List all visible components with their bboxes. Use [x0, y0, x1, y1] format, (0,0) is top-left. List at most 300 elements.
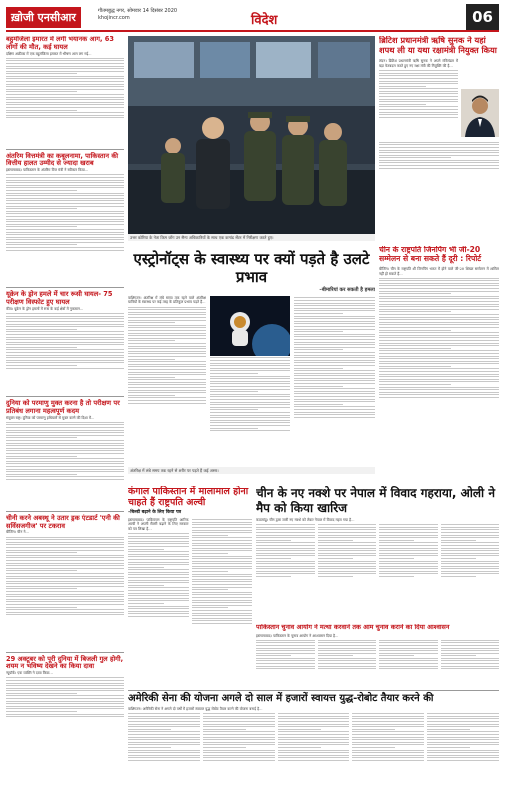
text-line	[379, 81, 458, 82]
text-line	[379, 86, 426, 87]
text-line	[128, 585, 164, 586]
text-line	[427, 747, 470, 748]
text-line	[379, 306, 499, 307]
text-line	[6, 586, 124, 587]
text-line	[192, 522, 253, 523]
text-line	[294, 378, 375, 379]
astronaut-story	[128, 250, 375, 482]
text-line	[128, 546, 189, 547]
text-line	[6, 443, 124, 444]
text-line	[6, 115, 124, 116]
text-line	[379, 78, 458, 79]
text-line	[6, 479, 124, 480]
text-line	[379, 283, 499, 284]
text-line	[379, 571, 438, 572]
text-line	[379, 162, 499, 163]
text-line	[256, 640, 315, 641]
text-line	[379, 376, 499, 377]
text-line	[278, 752, 350, 753]
text-line	[128, 721, 200, 722]
text-line	[379, 529, 438, 530]
text-line	[379, 73, 458, 74]
china-nepal-map-story	[256, 486, 499, 622]
text-line	[294, 305, 375, 306]
text-line	[379, 561, 438, 562]
text-line	[192, 524, 253, 525]
text-line	[128, 734, 200, 735]
text-line	[192, 568, 253, 569]
text-line	[318, 555, 377, 556]
story-body: वाशिंगटन। अमेरिकी सेना ने अगले दो वर्षों में हजारों स्वायत्त युद्ध रोबोट तैयार करने की योजना बनाई है...	[128, 707, 263, 711]
text-line	[6, 91, 77, 92]
text-line	[278, 760, 350, 761]
text-line	[379, 114, 458, 115]
text-line	[352, 729, 395, 730]
text-line	[278, 731, 350, 732]
text-line	[6, 97, 124, 98]
text-line	[6, 342, 124, 343]
text-line	[203, 734, 275, 735]
text-line	[6, 313, 124, 314]
text-line	[379, 93, 458, 94]
story-body: दक्षिण अफ्रीका में एक बहुमंजिला इमारत में भीषण आग लग गई...	[6, 51, 92, 56]
text-line	[128, 593, 189, 594]
text-line	[6, 73, 77, 74]
text-block	[192, 519, 253, 669]
text-line	[6, 99, 124, 100]
text-line	[379, 322, 499, 323]
text-line	[352, 757, 424, 758]
text-line	[6, 81, 124, 82]
text-line	[278, 750, 350, 751]
story-headline: बहुमंजिला इमारत में लगी भयानक आग, 63 लोगों की मौत, कई घायल	[6, 36, 114, 51]
text-block	[256, 523, 315, 601]
text-line	[192, 563, 253, 564]
text-line	[6, 555, 124, 556]
text-block	[441, 638, 500, 682]
text-line	[203, 750, 275, 751]
text-line	[379, 340, 499, 341]
text-line	[294, 329, 375, 330]
text-line	[352, 750, 424, 751]
text-line	[278, 713, 350, 714]
sunak-portrait	[461, 89, 499, 137]
story-body: इस्लामाबाद। पाकिस्तान के अंतरिम वित्त मंत्री ने स्वीकार किया...	[6, 168, 89, 173]
text-line	[6, 607, 77, 608]
text-line	[210, 417, 290, 418]
text-line	[6, 708, 124, 709]
text-line	[441, 529, 500, 530]
masthead	[6, 4, 499, 32]
story-headline: एस्ट्रोनॉट्स के स्वास्थ्य पर क्यों पड़ते है उलटे प्रभाव	[133, 250, 370, 286]
story-body: न्यूयॉर्क। एक व्यक्ति ने दावा किया...	[6, 671, 53, 676]
text-line	[318, 548, 377, 549]
text-line	[210, 383, 290, 384]
text-line	[256, 650, 315, 651]
text-line	[128, 590, 189, 591]
text-line	[210, 420, 290, 421]
text-line	[128, 731, 200, 732]
text-line	[379, 550, 438, 551]
text-line	[441, 568, 500, 569]
text-line	[441, 658, 500, 659]
text-line	[379, 291, 499, 292]
text-line	[352, 744, 424, 745]
story-body: लंदन। ब्रिटिश प्रधानमंत्री ऋषि सुनक ने अपने मंत्रिमंडल में बड़ा फेरबदल करते हुए नए रक्षा मंत्री की नियुक्ति की है...	[379, 59, 458, 68]
text-line	[6, 601, 124, 602]
text-block	[318, 523, 377, 601]
text-line	[192, 618, 253, 619]
text-line	[128, 320, 206, 321]
text-line	[6, 474, 77, 475]
text-line	[318, 529, 377, 530]
text-line	[203, 747, 246, 748]
text-line	[6, 614, 124, 615]
text-line	[294, 349, 343, 350]
story-headline: चीन के नए नक्शे पर नेपाल में विवाद गहराया, ओली ने मैप को किया खारिज	[256, 486, 495, 515]
text-line	[379, 537, 438, 538]
story-body: बीजिंग। चीन के राष्ट्रपति शी जिनपिंग भारत में होने वाले जी-20 शिखर सम्मेलन में शामिल नहीं हो सकते हैं...	[379, 266, 499, 276]
text-line	[128, 718, 200, 719]
sunak-story	[379, 36, 499, 242]
text-block	[441, 523, 500, 601]
text-line	[318, 566, 377, 567]
text-line	[294, 334, 375, 335]
text-line	[192, 607, 228, 608]
text-line	[192, 574, 253, 575]
text-line	[6, 591, 124, 592]
text-block	[256, 638, 315, 682]
text-line	[6, 698, 124, 699]
text-line	[441, 660, 500, 661]
text-line	[128, 616, 189, 617]
text-line	[128, 744, 200, 745]
text-line	[379, 106, 458, 107]
text-line	[128, 353, 206, 354]
text-line	[6, 565, 124, 566]
divider	[6, 396, 124, 397]
text-line	[379, 356, 499, 357]
text-line	[6, 578, 124, 579]
text-line	[379, 363, 499, 364]
astronaut-photo	[210, 296, 290, 356]
text-line	[6, 456, 77, 457]
text-line	[441, 663, 500, 664]
text-line	[379, 563, 438, 564]
text-line	[6, 71, 124, 72]
text-line	[441, 655, 476, 656]
text-line	[379, 155, 499, 156]
story-headline: 29 अक्टूबर को पूरी दुनिया में बिजली गुल होगी, शयम न भविष्य देखने का किया दावा	[6, 654, 124, 671]
text-line	[318, 527, 377, 528]
top-photo-block	[128, 36, 375, 246]
text-line	[278, 729, 321, 730]
text-line	[6, 469, 124, 470]
text-line	[128, 390, 206, 391]
text-line	[427, 739, 499, 740]
story-body: वाशिंगटन। अंतरिक्ष में लंबे समय तक रहने वाले अंतरिक्ष यात्रियों के स्वास्थ्य पर कई तरह के प्रतिकूल प्रभाव पड़ते हैं...	[128, 295, 206, 305]
text-line	[192, 610, 253, 611]
text-line	[6, 458, 124, 459]
text-line	[294, 368, 343, 369]
text-line	[318, 663, 377, 664]
text-line	[379, 304, 499, 305]
text-line	[278, 755, 350, 756]
text-line	[210, 396, 290, 397]
text-line	[210, 357, 290, 358]
text-line	[192, 540, 253, 541]
text-line	[318, 532, 377, 533]
text-line	[192, 592, 253, 593]
masthead-dateline: गौतमबुद्ध नगर, सोमवार 14 दिसंबर 2020 khojincr.com	[98, 8, 178, 21]
text-line	[6, 357, 124, 358]
text-line	[6, 195, 124, 196]
text-line	[294, 360, 375, 361]
text-line	[6, 60, 124, 61]
text-line	[128, 403, 206, 404]
text-line	[6, 537, 124, 538]
text-line	[128, 538, 189, 539]
text-line	[379, 660, 438, 661]
text-line	[379, 337, 499, 338]
text-line	[294, 326, 375, 327]
text-line	[352, 716, 424, 717]
text-line	[318, 645, 377, 646]
text-line	[294, 323, 375, 324]
text-line	[128, 726, 200, 727]
text-line	[192, 602, 253, 603]
text-line	[6, 693, 77, 694]
text-line	[379, 366, 451, 367]
text-line	[318, 561, 377, 562]
text-line	[6, 463, 124, 464]
text-line	[379, 397, 499, 398]
text-line	[128, 582, 189, 583]
text-line	[128, 330, 206, 331]
text-line	[6, 200, 124, 201]
text-line	[210, 373, 258, 374]
text-line	[294, 344, 375, 345]
text-line	[6, 66, 124, 67]
text-line	[427, 713, 499, 714]
text-line	[6, 78, 124, 79]
text-line	[379, 311, 451, 312]
photo-caption: उत्तर कोरिया के नेता किम जोंग उन सैन्य अधिकारियों के साथ एक कमांड सेंटर में निरीक्षण करते हुए।	[128, 234, 375, 241]
text-line	[294, 412, 375, 413]
text-line	[294, 404, 343, 405]
text-line	[278, 726, 350, 727]
text-line	[427, 716, 499, 717]
text-line	[6, 588, 77, 589]
text-line	[256, 571, 315, 572]
text-line	[6, 58, 124, 59]
text-block	[318, 638, 377, 682]
text-line	[128, 742, 200, 743]
text-line	[379, 285, 499, 286]
text-line	[294, 401, 375, 402]
text-line	[128, 377, 175, 378]
text-line	[128, 564, 189, 565]
text-line	[318, 653, 377, 654]
text-line	[379, 358, 499, 359]
text-line	[6, 331, 124, 332]
text-line	[6, 247, 124, 248]
text-line	[278, 737, 350, 738]
text-line	[192, 597, 253, 598]
text-line	[294, 409, 375, 410]
text-line	[294, 393, 375, 394]
text-line	[192, 581, 253, 582]
text-line	[128, 587, 189, 588]
text-line	[6, 117, 124, 118]
text-line	[441, 650, 500, 651]
text-line	[6, 221, 124, 222]
text-line	[192, 553, 228, 554]
text-line	[6, 102, 124, 103]
text-line	[441, 668, 500, 669]
text-line	[441, 532, 500, 533]
text-line	[352, 734, 424, 735]
text-line	[6, 94, 124, 95]
text-line	[6, 716, 124, 717]
text-line	[128, 387, 206, 388]
text-line	[6, 432, 124, 433]
text-line	[379, 374, 499, 375]
text-line	[294, 308, 375, 309]
text-line	[192, 589, 228, 590]
text-line	[379, 545, 438, 546]
text-line	[6, 211, 124, 212]
text-line	[441, 555, 500, 556]
text-line	[128, 307, 206, 308]
pakistan-president-story	[128, 486, 252, 686]
text-line	[352, 752, 424, 753]
text-line	[427, 755, 499, 756]
text-line	[128, 572, 189, 573]
text-line	[192, 587, 253, 588]
text-line	[441, 558, 476, 559]
text-line	[294, 386, 343, 387]
text-line	[427, 760, 499, 761]
text-line	[278, 721, 350, 722]
text-line	[294, 375, 375, 376]
text-line	[352, 713, 424, 714]
text-line	[6, 604, 124, 605]
text-line	[128, 379, 206, 380]
text-line	[256, 576, 291, 577]
text-block	[203, 712, 275, 782]
text-line	[6, 360, 124, 361]
text-line	[379, 642, 438, 643]
text-line	[128, 580, 189, 581]
text-line	[128, 343, 206, 344]
text-line	[6, 347, 77, 348]
text-line	[203, 721, 275, 722]
text-line	[318, 558, 353, 559]
text-line	[256, 573, 315, 574]
text-line	[203, 716, 275, 717]
text-block	[6, 422, 124, 508]
text-line	[427, 729, 470, 730]
text-line	[6, 239, 124, 240]
text-line	[6, 563, 124, 564]
text-line	[128, 603, 164, 604]
text-block	[294, 297, 375, 467]
text-line	[256, 561, 315, 562]
text-line	[379, 640, 438, 641]
text-line	[192, 530, 253, 531]
text-line	[6, 560, 124, 561]
text-line	[379, 384, 451, 385]
text-block	[6, 677, 124, 737]
text-line	[427, 737, 499, 738]
text-line	[318, 568, 377, 569]
text-line	[6, 89, 124, 90]
text-line	[441, 666, 500, 667]
text-line	[6, 216, 124, 217]
text-line	[379, 658, 438, 659]
text-line	[192, 550, 253, 551]
text-line	[379, 666, 438, 667]
text-line	[6, 187, 124, 188]
text-line	[6, 544, 124, 545]
text-line	[203, 755, 275, 756]
text-line	[6, 430, 124, 431]
text-line	[427, 750, 499, 751]
text-line	[379, 112, 458, 113]
text-line	[256, 566, 315, 567]
text-line	[379, 152, 499, 153]
text-line	[379, 573, 438, 574]
text-line	[294, 316, 375, 317]
text-line	[6, 68, 124, 69]
text-line	[379, 650, 438, 651]
text-line	[441, 576, 476, 577]
text-line	[294, 365, 375, 366]
text-line	[6, 547, 124, 548]
text-line	[210, 378, 290, 379]
text-line	[203, 729, 246, 730]
text-line	[441, 645, 500, 646]
text-line	[294, 362, 375, 363]
text-line	[192, 620, 253, 621]
text-line	[294, 388, 375, 389]
text-line	[192, 605, 253, 606]
text-line	[352, 737, 424, 738]
text-line	[256, 645, 315, 646]
text-line	[128, 567, 164, 568]
text-line	[210, 425, 290, 426]
text-line	[6, 329, 77, 330]
text-line	[441, 566, 500, 567]
text-line	[379, 117, 458, 118]
text-line	[6, 107, 124, 108]
text-line	[128, 556, 189, 557]
text-line	[6, 198, 124, 199]
text-line	[427, 718, 499, 719]
text-line	[128, 716, 200, 717]
text-line	[128, 574, 189, 575]
text-line	[256, 553, 315, 554]
text-line	[6, 714, 124, 715]
command-room-image	[128, 36, 375, 234]
text-line	[6, 422, 124, 423]
text-line	[294, 331, 343, 332]
text-line	[210, 370, 290, 371]
text-line	[318, 571, 377, 572]
text-line	[379, 165, 499, 166]
text-line	[6, 568, 124, 569]
